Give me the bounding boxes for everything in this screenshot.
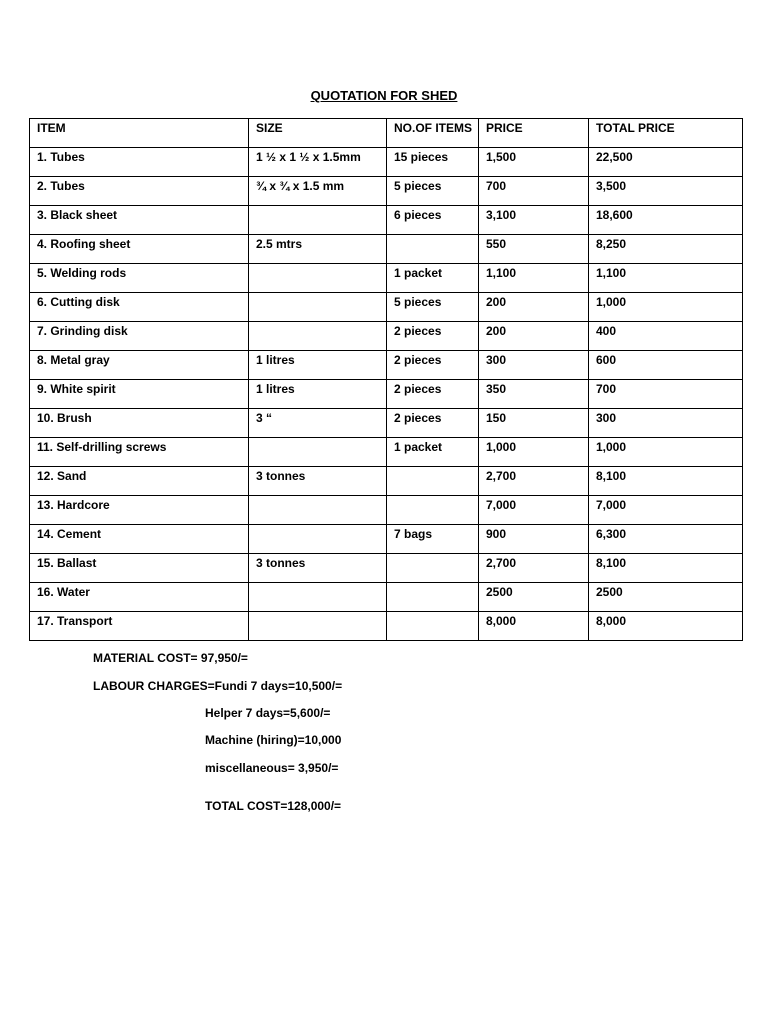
no-of-items-cell: 7 bags bbox=[387, 525, 479, 554]
no-of-items-cell: 6 pieces bbox=[387, 206, 479, 235]
total-price-cell: 22,500 bbox=[589, 148, 743, 177]
quotation-table bbox=[29, 118, 743, 641]
size-cell: 1 ½ x 1 ½ x 1.5mm bbox=[249, 148, 387, 177]
item-cell: 13. Hardcore bbox=[30, 496, 249, 525]
item-cell: 3. Black sheet bbox=[30, 206, 249, 235]
total-price-cell: 700 bbox=[589, 380, 743, 409]
total-price-cell: 8,100 bbox=[589, 554, 743, 583]
table-row bbox=[30, 235, 743, 264]
no-of-items-cell: 2 pieces bbox=[387, 322, 479, 351]
size-cell: 3 “ bbox=[249, 409, 387, 438]
price-cell: 700 bbox=[479, 177, 589, 206]
item-cell: 1. Tubes bbox=[30, 148, 249, 177]
table-row bbox=[30, 264, 743, 293]
no-of-items-cell bbox=[387, 612, 479, 641]
price-cell: 550 bbox=[479, 235, 589, 264]
price-cell: 2,700 bbox=[479, 467, 589, 496]
helper-line: Helper 7 days=5,600/= bbox=[205, 706, 331, 720]
no-of-items-cell: 2 pieces bbox=[387, 351, 479, 380]
no-of-items-cell: 5 pieces bbox=[387, 177, 479, 206]
total-price-cell: 8,250 bbox=[589, 235, 743, 264]
table-row bbox=[30, 380, 743, 409]
size-cell: 1 litres bbox=[249, 351, 387, 380]
table-row bbox=[30, 293, 743, 322]
table-row bbox=[30, 496, 743, 525]
table-row bbox=[30, 351, 743, 380]
table-row bbox=[30, 148, 743, 177]
size-cell: ¾ x ¾ x 1.5 mm bbox=[249, 177, 387, 206]
size-cell: 3 tonnes bbox=[249, 554, 387, 583]
price-cell: 300 bbox=[479, 351, 589, 380]
price-cell: 1,000 bbox=[479, 438, 589, 467]
header-price: PRICE bbox=[479, 119, 589, 148]
price-cell: 200 bbox=[479, 293, 589, 322]
table-row bbox=[30, 438, 743, 467]
no-of-items-cell bbox=[387, 554, 479, 583]
price-cell: 7,000 bbox=[479, 496, 589, 525]
no-of-items-cell bbox=[387, 235, 479, 264]
no-of-items-cell: 15 pieces bbox=[387, 148, 479, 177]
item-cell: 14. Cement bbox=[30, 525, 249, 554]
size-cell bbox=[249, 583, 387, 612]
header-item: ITEM bbox=[30, 119, 249, 148]
total-price-cell: 6,300 bbox=[589, 525, 743, 554]
price-cell: 200 bbox=[479, 322, 589, 351]
total-cost-line: TOTAL COST=128,000/= bbox=[205, 799, 342, 813]
table-row bbox=[30, 554, 743, 583]
size-cell: 2.5 mtrs bbox=[249, 235, 387, 264]
total-price-cell: 7,000 bbox=[589, 496, 743, 525]
item-cell: 7. Grinding disk bbox=[30, 322, 249, 351]
no-of-items-cell: 5 pieces bbox=[387, 293, 479, 322]
table-row bbox=[30, 206, 743, 235]
table-row bbox=[30, 177, 743, 206]
page-title: QUOTATION FOR SHED bbox=[310, 88, 458, 103]
size-cell bbox=[249, 612, 387, 641]
total-price-cell: 600 bbox=[589, 351, 743, 380]
no-of-items-cell: 2 pieces bbox=[387, 380, 479, 409]
table-row bbox=[30, 409, 743, 438]
price-cell: 2500 bbox=[479, 583, 589, 612]
material-cost-line: MATERIAL COST= 97,950/= bbox=[93, 651, 248, 665]
no-of-items-cell bbox=[387, 467, 479, 496]
price-cell: 900 bbox=[479, 525, 589, 554]
table-row bbox=[30, 467, 743, 496]
total-price-cell: 1,000 bbox=[589, 293, 743, 322]
size-cell: 3 tonnes bbox=[249, 467, 387, 496]
item-cell: 15. Ballast bbox=[30, 554, 249, 583]
price-cell: 150 bbox=[479, 409, 589, 438]
item-cell: 12. Sand bbox=[30, 467, 249, 496]
size-cell bbox=[249, 322, 387, 351]
total-price-cell: 8,000 bbox=[589, 612, 743, 641]
price-cell: 2,700 bbox=[479, 554, 589, 583]
table-row bbox=[30, 612, 743, 641]
total-price-cell: 400 bbox=[589, 322, 743, 351]
table-row bbox=[30, 525, 743, 554]
labour-charges-line: LABOUR CHARGES=Fundi 7 days=10,500/= bbox=[93, 679, 343, 693]
item-cell: 17. Transport bbox=[30, 612, 249, 641]
size-cell bbox=[249, 525, 387, 554]
header-total-price: TOTAL PRICE bbox=[589, 119, 743, 148]
no-of-items-cell: 2 pieces bbox=[387, 409, 479, 438]
item-cell: 2. Tubes bbox=[30, 177, 249, 206]
no-of-items-cell bbox=[387, 496, 479, 525]
size-cell bbox=[249, 293, 387, 322]
item-cell: 11. Self-drilling screws bbox=[30, 438, 249, 467]
no-of-items-cell bbox=[387, 583, 479, 612]
item-cell: 6. Cutting disk bbox=[30, 293, 249, 322]
header-size: SIZE bbox=[249, 119, 387, 148]
item-cell: 9. White spirit bbox=[30, 380, 249, 409]
no-of-items-cell: 1 packet bbox=[387, 264, 479, 293]
quotation-table-body bbox=[30, 119, 743, 641]
no-of-items-cell: 1 packet bbox=[387, 438, 479, 467]
price-cell: 1,100 bbox=[479, 264, 589, 293]
price-cell: 8,000 bbox=[479, 612, 589, 641]
header-no-of-items: NO.OF ITEMS bbox=[387, 119, 479, 148]
size-cell bbox=[249, 496, 387, 525]
total-price-cell: 18,600 bbox=[589, 206, 743, 235]
price-cell: 3,100 bbox=[479, 206, 589, 235]
size-cell bbox=[249, 438, 387, 467]
price-cell: 1,500 bbox=[479, 148, 589, 177]
table-row bbox=[30, 322, 743, 351]
total-price-cell: 8,100 bbox=[589, 467, 743, 496]
item-cell: 4. Roofing sheet bbox=[30, 235, 249, 264]
size-cell bbox=[249, 264, 387, 293]
item-cell: 16. Water bbox=[30, 583, 249, 612]
size-cell bbox=[249, 206, 387, 235]
total-price-cell: 3,500 bbox=[589, 177, 743, 206]
machine-hiring-line: Machine (hiring)=10,000 bbox=[205, 733, 342, 747]
miscellaneous-line: miscellaneous= 3,950/= bbox=[205, 761, 339, 775]
total-price-cell: 300 bbox=[589, 409, 743, 438]
table-header-row bbox=[30, 119, 743, 148]
size-cell: 1 litres bbox=[249, 380, 387, 409]
item-cell: 5. Welding rods bbox=[30, 264, 249, 293]
total-price-cell: 1,000 bbox=[589, 438, 743, 467]
item-cell: 8. Metal gray bbox=[30, 351, 249, 380]
total-price-cell: 2500 bbox=[589, 583, 743, 612]
price-cell: 350 bbox=[479, 380, 589, 409]
table-row bbox=[30, 583, 743, 612]
total-price-cell: 1,100 bbox=[589, 264, 743, 293]
item-cell: 10. Brush bbox=[30, 409, 249, 438]
